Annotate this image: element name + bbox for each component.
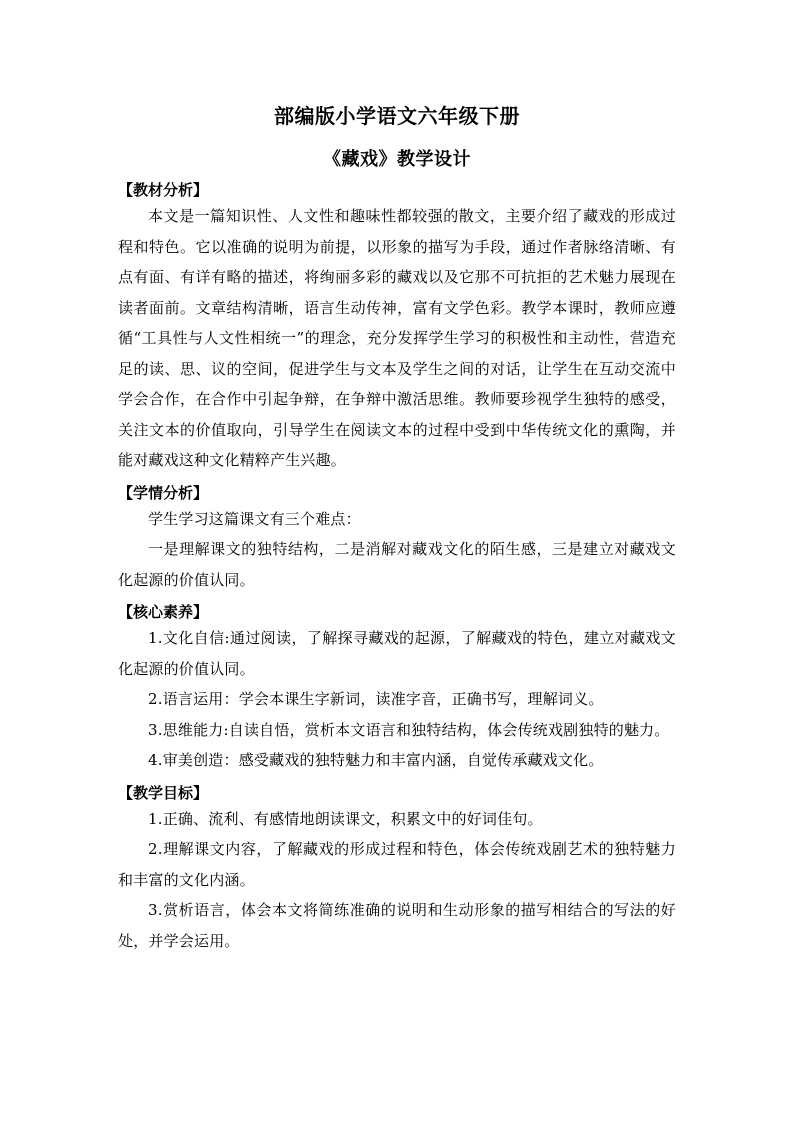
section-textbook-analysis	[118, 179, 676, 476]
core-literacy-item: 3.思维能力:自读自悟，赏析本文语言和独特结构，体会传统戏剧独特的魅力。	[148, 720, 670, 739]
document-content	[118, 103, 676, 956]
section-heading-student-analysis: 【学情分析】	[118, 483, 209, 502]
section-heading-teaching-goals: 【教学目标】	[118, 783, 209, 802]
document-subtitle: 《藏戏》教学设计	[323, 149, 471, 170]
teaching-goal-item: 2.理解课文内容，了解藏戏的形成过程和特色，体会传统戏剧艺术的独特魅力和丰富的文化内涵。	[118, 840, 676, 889]
section-heading-textbook-analysis: 【教材分析】	[118, 181, 209, 199]
core-literacy-item: 1.文化自信:通过阅读，了解探寻藏戏的起源，了解藏戏的特色，建立对藏戏文化起源的价值认同。	[118, 629, 676, 678]
student-analysis-detail: 一是理解课文的独特结构，二是消解对藏戏文化的陌生感，三是建立对藏戏文化起源的价值认同。	[118, 540, 676, 589]
student-analysis-intro: 学生学习这篇课文有三个难点：	[148, 509, 361, 528]
section-core-literacy	[118, 601, 676, 776]
core-literacy-item: 2.语言运用：学会本课生字新词，读准字音，正确书写，理解词义。	[148, 690, 604, 708]
teaching-goal-item: 3.赏析语言，体会本文将简练准确的说明和生动形象的描写相结合的写法的好处，并学会运用。	[118, 901, 676, 950]
core-literacy-item: 4.审美创造：感受藏戏的独特魅力和丰富内涵，自觉传承藏戏文化。	[148, 751, 604, 769]
textbook-analysis-paragraph: 本文是一篇知识性、人文性和趣味性都较强的散文，主要介绍了藏戏的形成过程和特色。它以准确的说明为前提，以形象的描写为手段，通过作者脉络清晰、有点有面、有详有略的描述，将绚丽多彩的藏戏以及它那不可抗拒的艺术魅力展现在读者面前。文章结构清晰，语言生动传神，富有文学色彩。教学本课时，教师应遵循“工具性与人文性相统一”的理念，充分发挥学生学习的积极性和主动性，营造充足的读、思、议的空间，促进学生与文本及学生之间的对话，让学生在互动交流中学会合作，在合作中引起争辩，在争辩中激活思维。教师要珍视学生独特的感受，关注文本的价值取向，引导学生在阅读文本的过程中受到中华传统文化的熏陶，并能对藏戏这种文化精粹产生兴趣。	[118, 207, 676, 469]
section-heading-core-literacy: 【核心素养】	[118, 603, 209, 621]
section-teaching-goals	[118, 782, 676, 957]
document-title: 部编版小学语文六年级下册	[274, 104, 520, 128]
teaching-goal-item: 1.正确、流利、有感情地朗读课文，积累文中的好词佳句。	[148, 809, 543, 828]
section-student-analysis	[118, 482, 676, 596]
